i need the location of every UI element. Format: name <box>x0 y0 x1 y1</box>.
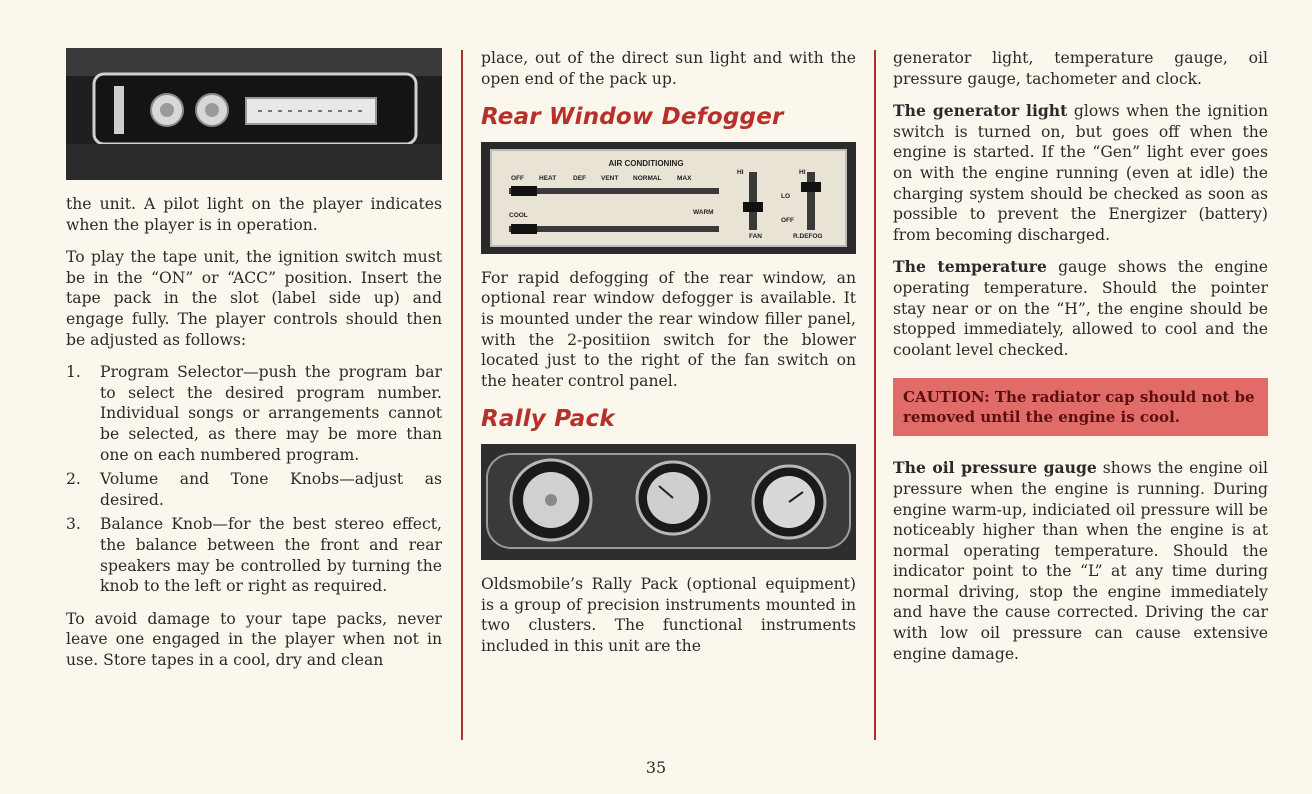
list-item: 1. Program Selector—push the program bar to select the desired program number. Individual songs or arrangements cannot be selected, as there may be more than one on each numbered program. <box>66 363 442 464</box>
panel-label-fan: FAN <box>749 232 762 240</box>
tape-player-illustration <box>66 48 442 180</box>
heater-control-panel-photo <box>481 142 856 254</box>
list-item: 2. Volume and Tone Knobs—adjust as desired. <box>66 470 442 509</box>
panel-label-rdefog: R.DEFOG <box>793 232 823 240</box>
panel-label-off: OFF <box>511 174 524 182</box>
player-controls-list <box>66 362 442 597</box>
tape-storage-paragraph: place, out of the direct sun light and with the open end of the pack up. <box>481 49 856 88</box>
panel-label-cool: COOL <box>509 211 528 219</box>
panel-label-lo: LO <box>781 192 791 200</box>
instruments-list-paragraph: generator light, temperature gauge, oil pressure gauge, tachometer and clock. <box>893 49 1268 88</box>
defogger-paragraph: For rapid defogging of the rear window, an optional rear window defogger is available. It is mounted under the rear window filler panel, with the 2-positiion switch for the blower located just to the right of the fan switch on the heater control panel. <box>481 268 856 390</box>
column-right <box>893 48 1268 676</box>
column-rule-left <box>461 50 463 740</box>
list-item: 3. Balance Knob—for the best stereo effect, the balance between the front and rear speakers may be controlled by turning the knob to the left or right as required. <box>66 515 442 596</box>
panel-label-warm: WARM <box>693 208 714 216</box>
pilot-light-paragraph: the unit. A pilot light on the player indicates when the player is in operation. <box>66 195 442 234</box>
panel-title: AIR CONDITIONING <box>608 158 684 168</box>
panel-label-vent: VENT <box>601 174 619 182</box>
page-number: 35 <box>645 758 667 777</box>
heading-rear-window-defogger: Rear Window Defogger <box>481 104 784 131</box>
column-left <box>66 48 442 682</box>
caution-box: CAUTION: The radiator cap should not be removed until the engine is cool. <box>893 378 1268 436</box>
panel-label-hi-right: HI <box>799 168 806 176</box>
panel-label-hi-left: HI <box>737 168 744 176</box>
play-instructions-paragraph: To play the tape unit, the ignition switch must be in the “ON” or “ACC” position. Insert the tape pack in the slot (label side up) and engage fully. The player controls should then be adjusted as follows: <box>66 248 442 349</box>
tape-care-paragraph: To avoid damage to your tape packs, never leave one engaged in the player when not in use. Store tapes in a cool, dry and clean <box>66 609 442 669</box>
heading-rally-pack: Rally Pack <box>481 406 615 433</box>
heater-control-panel-illustration <box>481 142 856 254</box>
rally-pack-photo <box>481 444 856 560</box>
panel-label-def: DEF <box>573 174 586 182</box>
temperature-gauge-paragraph: The temperature gauge shows the engine operating temperature. Should the pointer stay near or on the “H”, the engine should be stopped immediately, allowed to cool and the coolant level checked. <box>893 257 1268 359</box>
panel-label-max: MAX <box>677 174 692 182</box>
panel-label-off-right: OFF <box>781 216 794 224</box>
rally-pack-illustration <box>481 444 856 560</box>
panel-label-heat: HEAT <box>539 174 557 182</box>
rally-pack-paragraph: Oldsmobile’s Rally Pack (optional equipment) is a group of precision instruments mounted in two clusters. The functional instruments included in this unit are the <box>481 574 856 655</box>
oil-pressure-paragraph: The oil pressure gauge shows the engine oil pressure when the engine is running. During engine warm-up, indiciated oil pressure will be noticeably higher than when the engine is at normal operating temperature. Should the indicator point to the “L” at any time during normal driving, stop the engine immediately and have the cause corrected. Driving the car with low oil pressure can cause extensive engine damage. <box>893 458 1268 663</box>
column-middle <box>481 48 856 668</box>
panel-label-normal: NORMAL <box>633 174 662 182</box>
column-rule-right <box>874 50 876 740</box>
generator-light-paragraph: The generator light glows when the ignition switch is turned on, but goes off when the engine is started. If the “Gen” light ever goes on with the engine running (even at idle) the charging system should be checked as soon as possible to prevent the Energizer (battery) from becoming discharged. <box>893 101 1269 244</box>
tape-player-photo <box>66 48 442 180</box>
